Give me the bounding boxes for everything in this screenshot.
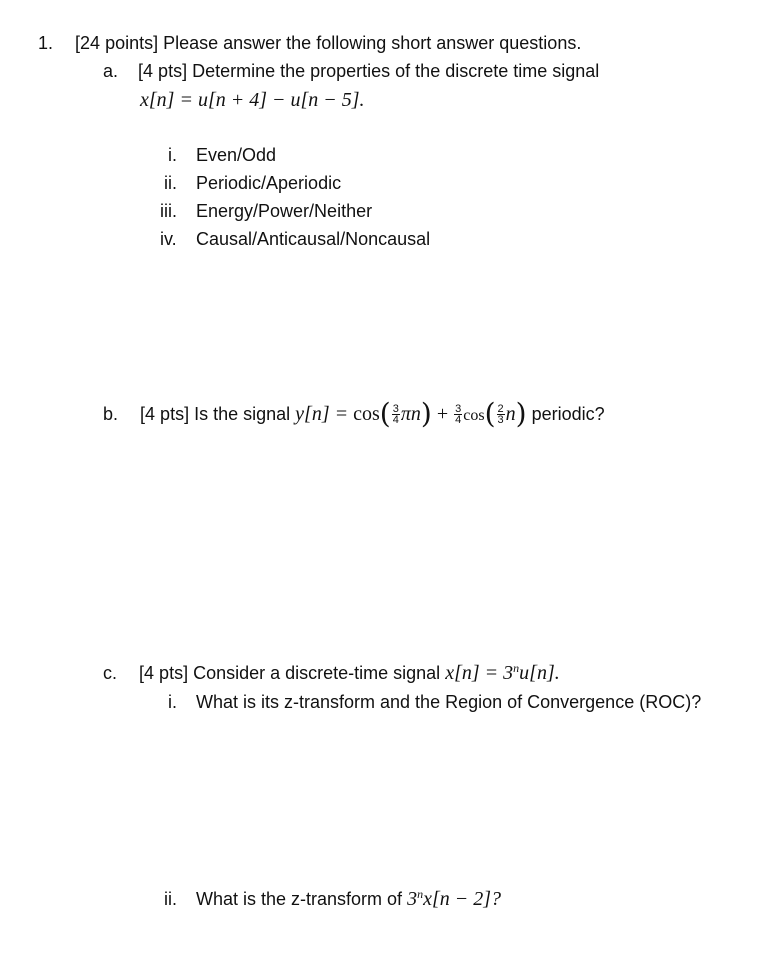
argument-n: n xyxy=(505,403,516,425)
item-text: Periodic/Aperiodic xyxy=(196,173,342,193)
fraction-coefficient: $\frac{3}{4}$ xyxy=(455,402,462,426)
signal-equation: x[n] = u[n + 4] − u[n − 5]. xyxy=(140,89,365,111)
part-b-suffix: periodic? xyxy=(531,404,605,424)
cos-function: cos xyxy=(463,407,485,424)
fraction-three-quarters: $\frac{3}{4}$ xyxy=(392,402,399,426)
item-number: i. xyxy=(168,145,177,165)
part-a-item xyxy=(164,171,341,195)
item-text: Even/Odd xyxy=(196,145,277,165)
item-number: iv. xyxy=(160,229,177,249)
part-b-prefix: [4 pts] Is the signal xyxy=(140,404,291,424)
item-number: ii. xyxy=(164,889,177,909)
part-b-label: b. xyxy=(103,404,119,424)
exponent: n xyxy=(417,887,424,901)
argument-pi-n: πn xyxy=(400,403,421,425)
question-number: 1. xyxy=(38,33,54,53)
part-a-item xyxy=(168,143,276,167)
part-a-text: [4 pts] Determine the properties of the discrete time signal xyxy=(138,61,600,81)
signal-lhs: y[n] = xyxy=(295,403,349,425)
item-number: ii. xyxy=(164,173,177,193)
part-a-item xyxy=(160,199,372,223)
part-c-label: c. xyxy=(103,663,118,683)
part-a-equation xyxy=(140,88,365,112)
plus-sign: + xyxy=(436,403,449,425)
exponent: n xyxy=(513,661,520,675)
part-a-prompt xyxy=(103,59,599,83)
fraction-two-thirds: $\frac{2}{3}$ xyxy=(497,402,504,426)
expression-rest: x[n − 2]? xyxy=(423,888,502,910)
question-1-header xyxy=(38,31,581,55)
part-c-text: [4 pts] Consider a discrete-time signal xyxy=(139,663,441,683)
expression-base: 3 xyxy=(407,888,418,910)
part-c-item xyxy=(168,690,701,714)
item-text: Causal/Anticausal/Noncausal xyxy=(196,229,431,249)
item-number: iii. xyxy=(160,201,177,221)
signal-rhs: u[n]. xyxy=(519,662,560,684)
part-b-prompt: b. [4 pts] Is the signal y[n] = cos( $\frac{3}{4}$ πn) + $\frac{3}{4}$ cos( $\frac{2}{3}$ n) periodic? xyxy=(103,397,605,430)
item-text: Energy/Power/Neither xyxy=(196,201,373,221)
item-text: What is the z-transform of xyxy=(196,889,403,909)
signal-lhs: x[n] = 3 xyxy=(445,662,514,684)
part-a-item xyxy=(160,227,430,251)
question-header-text: [24 points] Please answer the following short answer questions. xyxy=(75,33,582,53)
part-c-prompt xyxy=(103,661,560,685)
item-text: What is its z-transform and the Region of Convergence (ROC)? xyxy=(196,692,702,712)
part-c-item xyxy=(164,887,501,911)
item-number: i. xyxy=(168,692,177,712)
part-a-label: a. xyxy=(103,61,119,81)
cos-function: cos xyxy=(353,403,380,425)
